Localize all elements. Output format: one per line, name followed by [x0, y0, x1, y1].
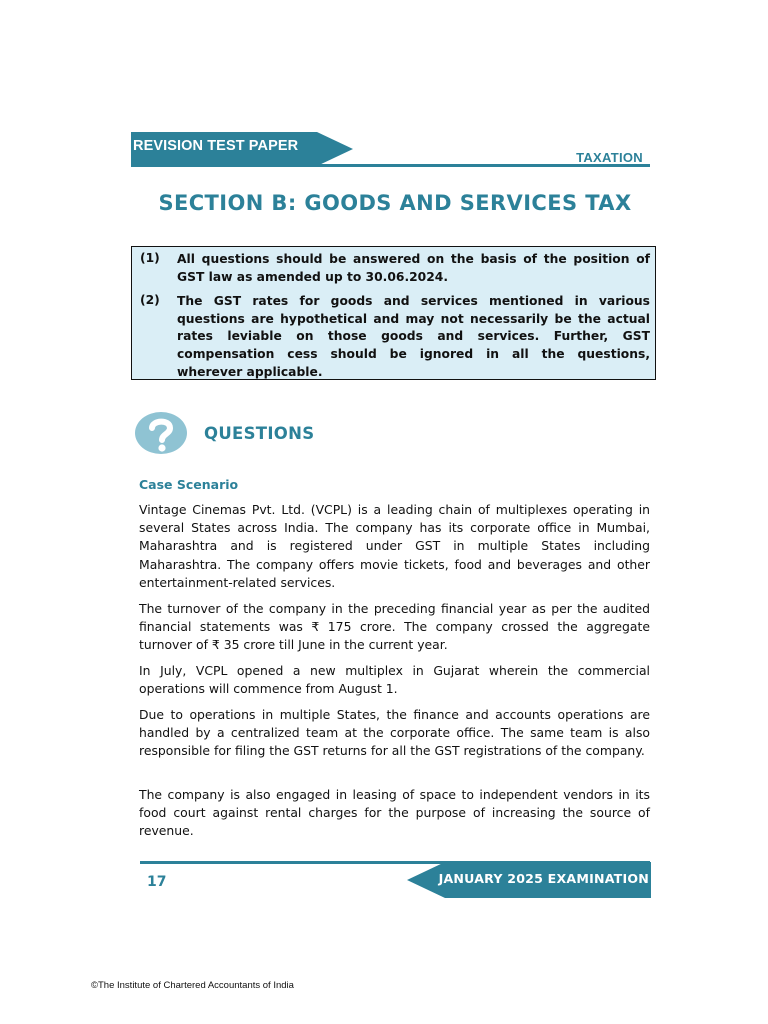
instruction-number: (2) [140, 293, 160, 307]
case-scenario-heading: Case Scenario [139, 477, 239, 492]
copyright-notice: ©The Institute of Chartered Accountants of India [91, 980, 294, 991]
case-paragraph: In July, VCPL opened a new multiplex in Gujarat wherein the commercial operations will commence from August 1. [139, 663, 650, 697]
questions-heading: QUESTIONS [204, 424, 315, 443]
case-paragraph: Due to operations in multiple States, the finance and accounts operations are handled by a centralized team at the corporate office. The same team is also responsible for filing the GST returns for all the GST registrations of the company. [139, 707, 650, 759]
section-title: SECTION B: GOODS AND SERVICES TAX [158, 191, 632, 215]
header-ribbon-label: REVISION TEST PAPER [133, 138, 299, 154]
header-rule [131, 164, 650, 167]
header-ribbon [131, 132, 353, 166]
instruction-text: All questions should be answered on the basis of the position of GST law as amended up to 30.06.2024. [177, 252, 650, 284]
instruction-number: (1) [140, 251, 160, 265]
case-paragraph: The turnover of the company in the preceding financial year as per the audited financial statements was ₹ 175 crore. The company crossed the aggregate turnover of ₹ 35 crore till June in the current year. [139, 601, 650, 653]
question-mark-icon [134, 411, 188, 455]
page-number: 17 [147, 874, 167, 890]
footer-ribbon [407, 862, 651, 898]
instructions-box [131, 246, 656, 380]
header-subject: TAXATION [576, 150, 643, 165]
case-paragraph: The company is also engaged in leasing of space to independent vendors in its food court against rental charges for the purpose of increasing the source of revenue. [139, 787, 650, 839]
case-paragraph: Vintage Cinemas Pvt. Ltd. (VCPL) is a leading chain of multiplexes operating in several States across India. The company has its corporate office in Mumbai, Maharashtra and is registered under GST in multiple States including Maharashtra. The company offers movie tickets, food and beverages and other entertainment-related services. [139, 502, 650, 590]
instruction-text: The GST rates for goods and services mentioned in various questions are hypothetical and may not necessarily be the actual rates leviable on those goods and services. Further, GST compensation cess should be ignored in all the questions, wherever applicable. [177, 294, 650, 379]
footer-exam-label: JANUARY 2025 EXAMINATION [438, 871, 649, 886]
